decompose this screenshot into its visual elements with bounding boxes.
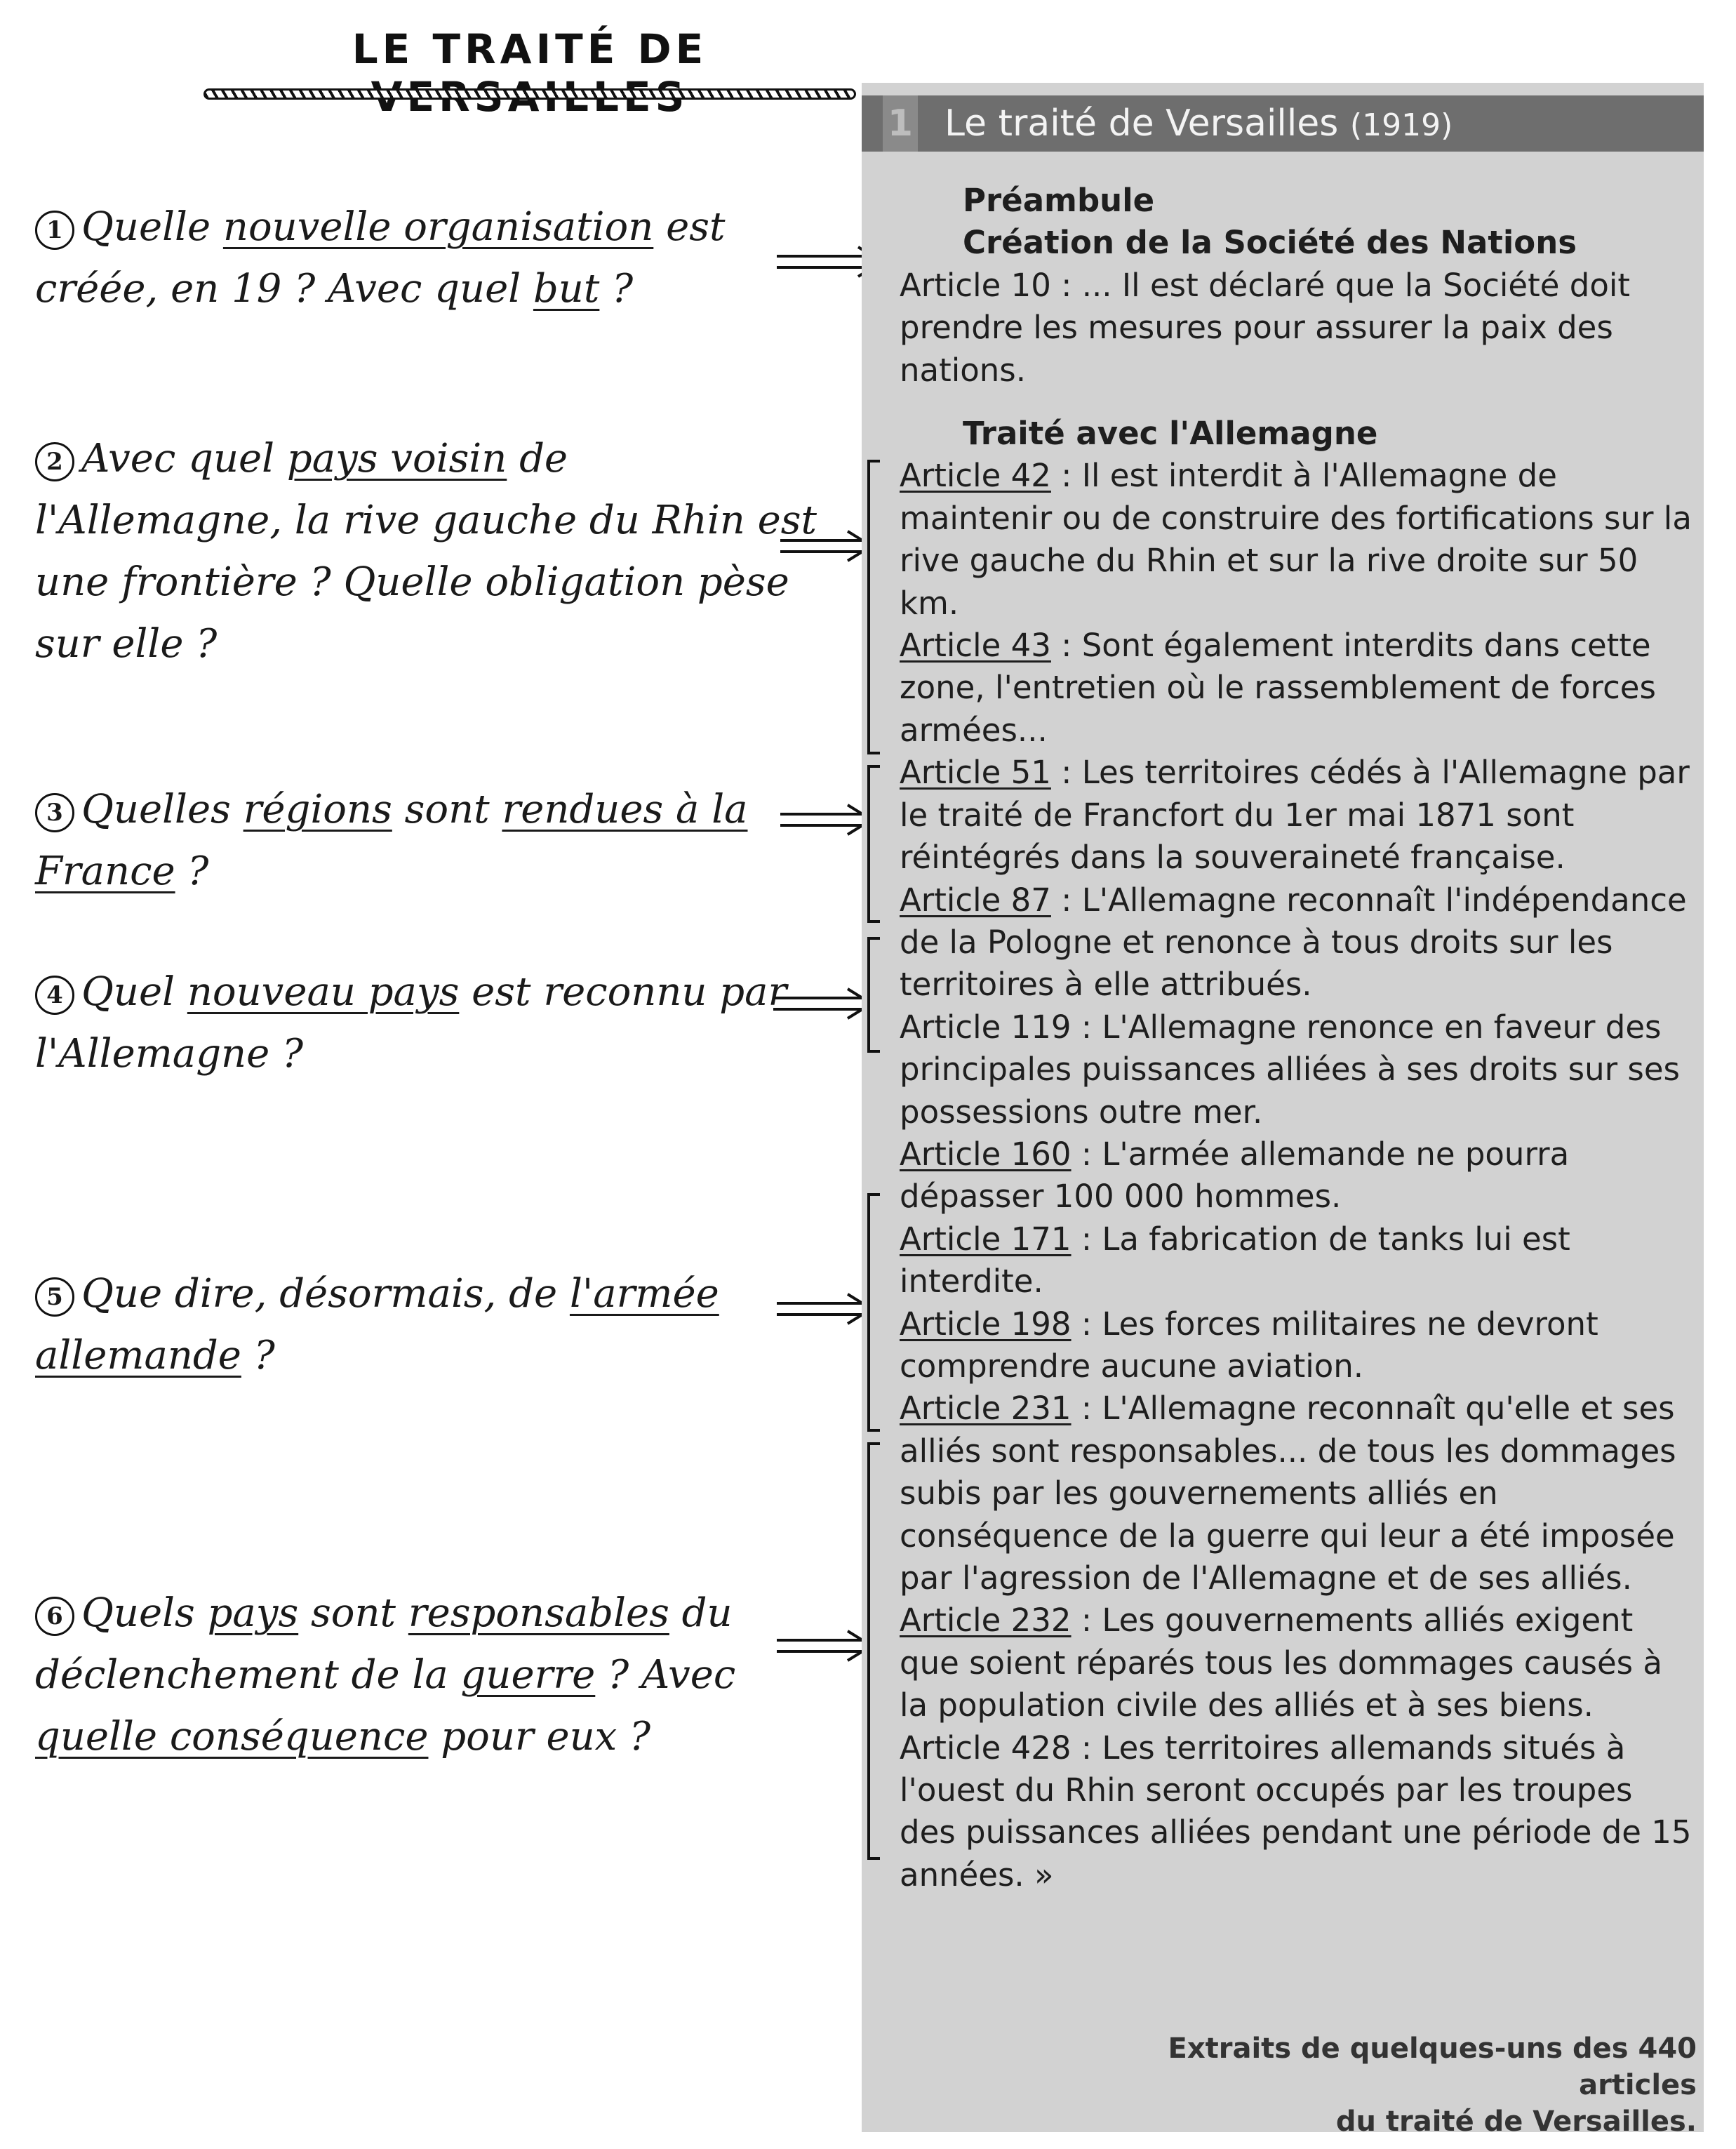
bracket-articles-231-232 — [867, 1442, 880, 1860]
document-header — [862, 95, 1704, 152]
article-171: Article 171 : La fabrication de tanks lui est interdite. — [900, 1220, 1570, 1300]
bracket-articles-42-43 — [867, 460, 880, 754]
bracket-article-51 — [867, 765, 880, 923]
article-87: Article 87 : L'Allemagne reconnaît l'indépendance de la Pologne et renonce à tous droits sur les territoires à elle attribués. — [900, 881, 1687, 1004]
question-number: 5 — [35, 1277, 74, 1317]
question-number: 6 — [35, 1597, 74, 1636]
preamble-heading: Préambule — [963, 182, 1155, 219]
question-4: 4 Quel nouveau pays est reconnu par l'Allemagne ? — [35, 969, 787, 1077]
article-43: Article 43 : Sont également interdits dans cette zone, l'entretien où le rassemblement de forces armées... — [900, 627, 1656, 749]
article-119: Article 119 : L'Allemagne renonce en faveur des principales puissances alliées à ses droits sur ses possessions outre mer. — [900, 1008, 1680, 1131]
question-6: 6 Quels pays sont responsables du déclenchement de la guerre ? Avec quelle conséquence pour eux ? — [35, 1590, 736, 1759]
bracket-articles-160-198 — [867, 1193, 880, 1432]
question-number: 1 — [35, 211, 74, 250]
question-number: 2 — [35, 442, 74, 481]
document-number: 1 — [883, 95, 918, 152]
article-51: Article 51 : Les territoires cédés à l'Allemagne par le traité de Francfort du 1er mai 1871 sont réintégrés dans la souveraineté française. — [900, 754, 1690, 877]
question-5: 5 Que dire, désormais, de l'armée allemande ? — [35, 1271, 719, 1378]
article-42: Article 42 : Il est interdit à l'Allemagne de maintenir ou de construire des fortifications sur la rive gauche du Rhin et sur la rive droite sur 50 km. — [900, 457, 1692, 622]
germany-heading: Traité avec l'Allemagne — [963, 415, 1378, 453]
sdn-heading: Création de la Société des Nations — [963, 224, 1577, 262]
title-underline — [203, 88, 856, 100]
bracket-article-87 — [867, 937, 880, 1053]
document-credit: Extraits de quelques-uns des 440 articles du traité de Versailles. — [1168, 2032, 1697, 2138]
article-160: Article 160 : L'armée allemande ne pourra dépasser 100 000 hommes. — [900, 1135, 1570, 1216]
question-2: 2 Avec quel pays voisin de l'Allemagne, la rive gauche du Rhin est une frontière ? Quelle obligation pèse sur elle ? — [35, 436, 817, 667]
question-number: 4 — [35, 976, 74, 1015]
page-title-text: LE TRAITÉ DE — [352, 25, 708, 73]
article-428: Article 428 : Les territoires allemands situés à l'ouest du Rhin seront occupés par les troupes des puissances alliées pendant une période de 15 années. » — [900, 1729, 1692, 1894]
question-3: 3 Quelles régions sont rendues à la France ? — [35, 787, 748, 894]
question-number: 3 — [35, 793, 74, 832]
article-198: Article 198 : Les forces militaires ne devront comprendre aucune aviation. — [900, 1305, 1598, 1385]
page-title — [203, 20, 856, 104]
document-panel — [862, 83, 1704, 2138]
document-body — [900, 180, 1692, 1896]
article-232: Article 232 : Les gouvernements alliés exigent que soient réparés tous les dommages causés à la population civile des alliés et à ses biens. — [900, 1602, 1663, 1724]
question-1: 1 Quelle nouvelle organisation est créée, en 19 ? Avec quel but ? — [35, 204, 726, 312]
document-title: Le traité de Versailles (1919) — [944, 102, 1453, 145]
article-10: Article 10 : ... Il est déclaré que la Société doit prendre les mesures pour assurer la paix des nations. — [900, 266, 1630, 389]
article-231: Article 231 : L'Allemagne reconnaît qu'elle et ses alliés sont responsables... de tous les dommages subis par les gouvernements alliés en conséquence de la guerre qui leur a été imposée par l'agression de l'Allemagne et de ses alliés. — [900, 1390, 1676, 1597]
